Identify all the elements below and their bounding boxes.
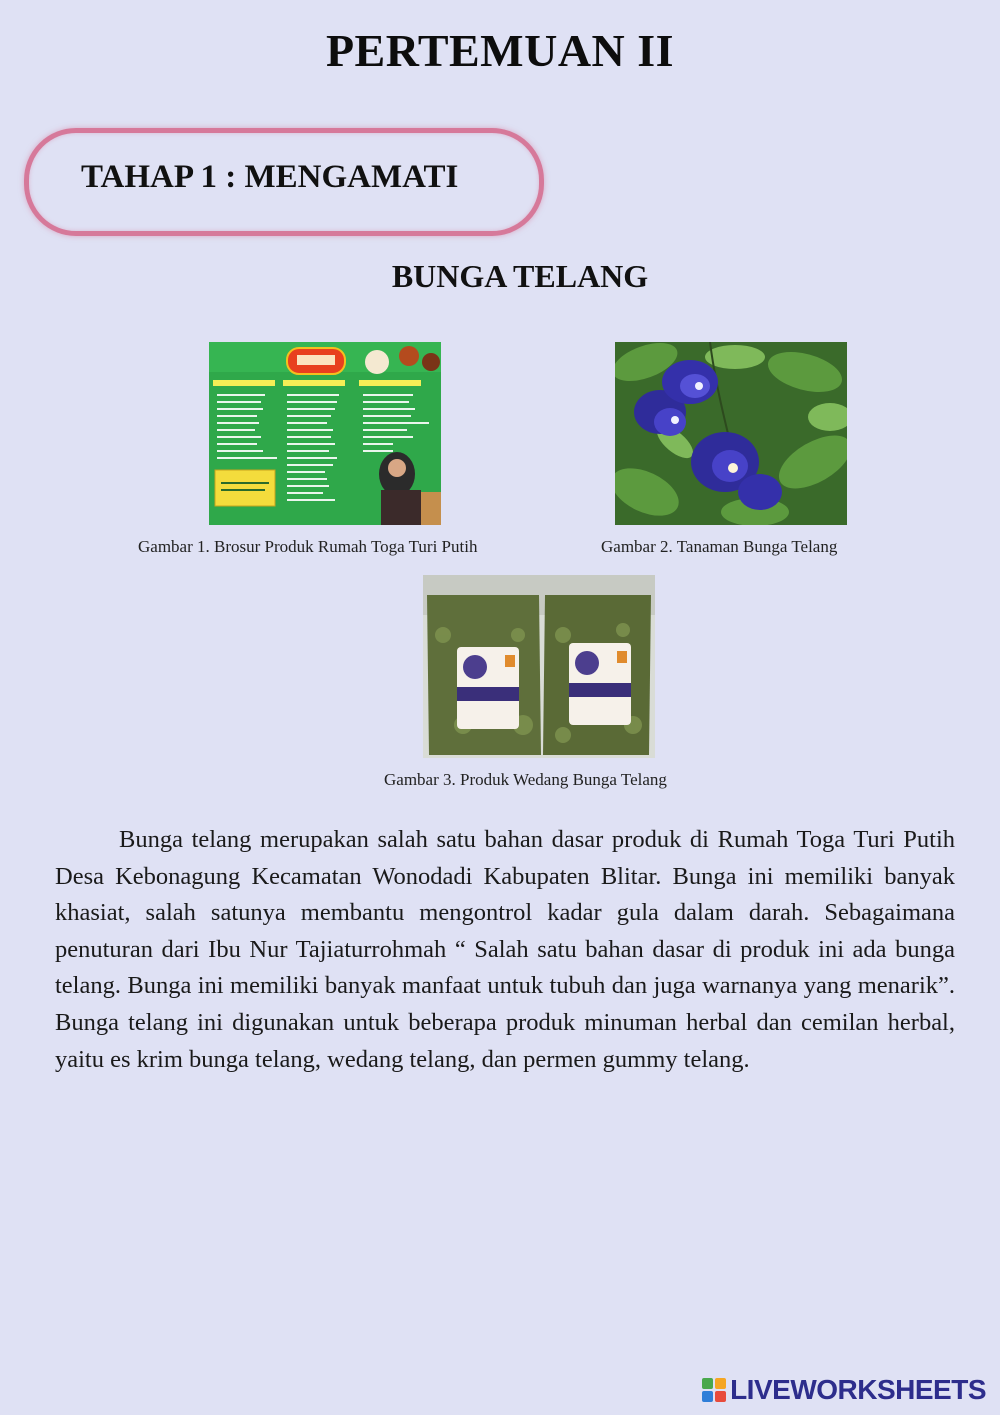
page-title: PERTEMUAN II xyxy=(325,25,675,76)
liveworksheets-brand[interactable] xyxy=(702,1374,986,1406)
figure-flower xyxy=(615,342,847,525)
flower-image xyxy=(615,342,847,525)
figure-brochure xyxy=(209,342,441,525)
section-title: BUNGA TELANG xyxy=(391,258,649,294)
stage-label: TAHAP 1 : MENGAMATI xyxy=(81,159,459,195)
brand-name: LIVEWORKSHEETS xyxy=(730,1374,986,1405)
liveworksheets-logo-icon xyxy=(702,1378,726,1402)
figure-1-caption: Gambar 1. Brosur Produk Rumah Toga Turi Putih xyxy=(138,537,478,556)
figure-tea-packages xyxy=(423,575,655,758)
brochure-image xyxy=(209,342,441,525)
figure-3-caption: Gambar 3. Produk Wedang Bunga Telang xyxy=(384,770,667,789)
stage-banner xyxy=(24,128,544,236)
body-paragraph: Bunga telang merupakan salah satu bahan dasar produk di Rumah Toga Turi Putih Desa Kebonagung Kecamatan Wonodadi Kabupaten Blitar. Bunga ini memiliki banyak khasiat, salah satunya membantu mengontrol kadar gula dalam darah. Sebagaimana penuturan dari Ibu Nur Tajiaturrohmah “ Salah satu bahan dasar di produk ini ada bunga telang. Bunga ini memiliki banyak manfaat untuk tubuh dan juga warnanya yang menarik”. Bunga telang ini digunakan untuk beberapa produk minuman herbal dan cemilan herbal, yaitu es krim bunga telang, wedang telang, dan permen gummy telang. xyxy=(55,826,955,1073)
tea-packages-image xyxy=(423,575,655,758)
figure-2-caption: Gambar 2. Tanaman Bunga Telang xyxy=(601,537,838,556)
